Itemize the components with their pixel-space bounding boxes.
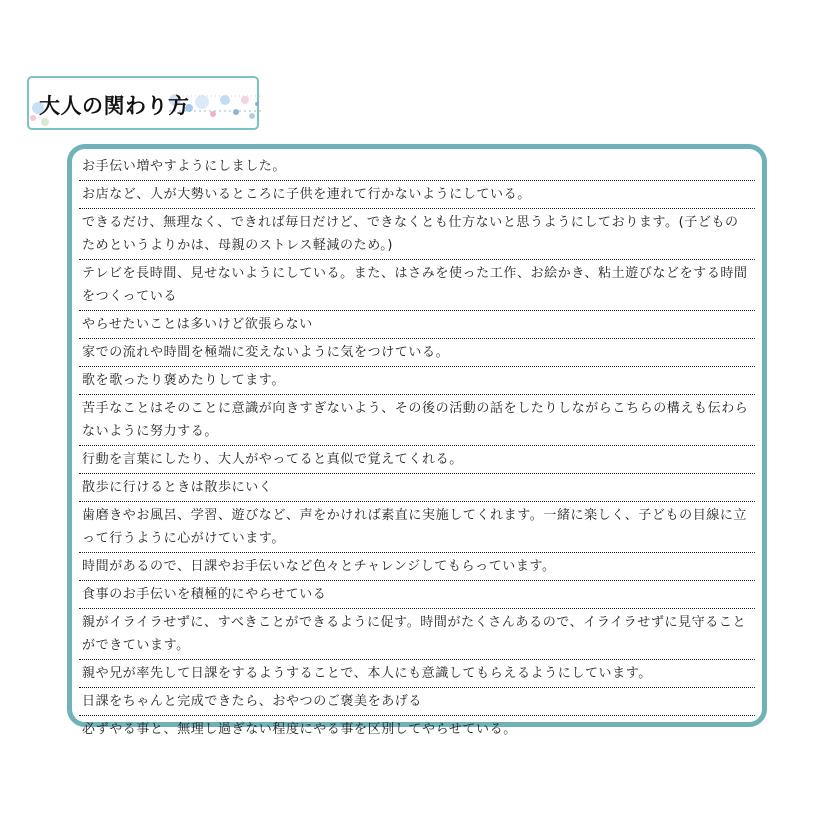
- answers-list: [67, 144, 767, 737]
- list-item: お店など、人が大勢いるところに子供を連れて行かないようにしている。: [79, 181, 755, 209]
- list-item: 日課をちゃんと完成できたら、おやつのご褒美をあげる: [79, 688, 755, 716]
- list-item: 行動を言葉にしたり、大人がやってると真似で覚えてくれる。: [79, 446, 755, 474]
- list-item: 家での流れや時間を極端に変えないように気をつけている。: [79, 339, 755, 367]
- list-item: 時間があるので、日課やお手伝いなど色々とチャレンジしてもらっています。: [79, 553, 755, 581]
- list-item: テレビを長時間、見せないようにしている。また、はさみを使った工作、お絵かき、粘土遊びなどをする時間をつくっている: [79, 260, 755, 311]
- list-item: 歯磨きやお風呂、学習、遊びなど、声をかければ素直に実施してくれます。一緒に楽しく、子どもの目線に立って行うように心がけています。: [79, 502, 755, 553]
- list-item: 親や兄が率先して日課をするようすることで、本人にも意識してもらえるようにしています。: [79, 660, 755, 688]
- page-title: 大人の関わり方: [39, 94, 190, 118]
- list-item: 散歩に行けるときは散歩にいく: [79, 474, 755, 502]
- list-item: 必ずやる事と、無理し過ぎない程度にやる事を区別してやらせている。: [82, 722, 517, 737]
- list-item: 苦手なことはそのことに意識が向きすぎないよう、その後の活動の話をしたりしながらこちらの構えも伝わらないように努力する。: [79, 395, 755, 446]
- list-item: 食事のお手伝いを積極的にやらせている: [79, 581, 755, 609]
- list-item: 親がイライラせずに、すべきことができるように促す。時間がたくさんあるので、イライラせずに見守ることができています。: [79, 609, 755, 660]
- section-title-box: [27, 76, 259, 130]
- list-item: やらせたいことは多いけど欲張らない: [79, 311, 755, 339]
- list-item: できるだけ、無理なく、できれば毎日だけど、できなくとも仕方ないと思うようにしております。(子どものためというよりかは、母親のストレス軽減のため。): [79, 209, 755, 260]
- list-item: 歌を歌ったり褒めたりしてます。: [79, 367, 755, 395]
- list-item: お手伝い増やすようにしました。: [79, 153, 755, 181]
